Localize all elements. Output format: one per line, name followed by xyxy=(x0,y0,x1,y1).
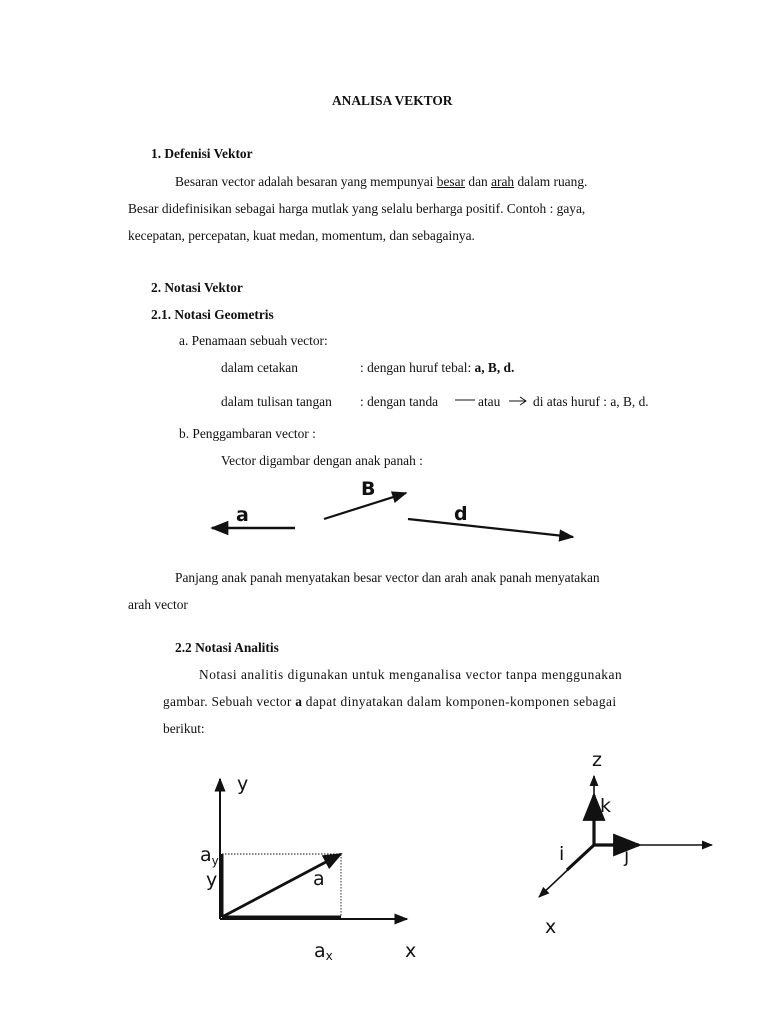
x-axis-3d-label: x xyxy=(545,916,557,938)
tulisan-label: dalam tulisan tangan xyxy=(221,394,332,409)
unit-i-arrow xyxy=(567,845,594,870)
text-run: : dengan huruf tebal: xyxy=(360,360,475,375)
section-2-2-heading: 2.2 Notasi Analitis xyxy=(175,640,279,655)
section-1-heading: 1. Defenisi Vektor xyxy=(151,146,253,161)
z-axis-label: z xyxy=(592,749,602,771)
text-run: dapat dinyatakan dalam komponen-komponen sebagai xyxy=(301,694,617,709)
section-2-2-line-3: berikut: xyxy=(163,721,205,736)
tulisan-value-b: atau xyxy=(478,394,501,409)
y-component-label: y xyxy=(206,869,218,891)
unit-j-label: j xyxy=(624,845,630,867)
bold-vector-a: a xyxy=(295,694,302,709)
text-run: dan xyxy=(465,174,492,189)
text-run: Notasi analitis digunakan untuk menganalisa vector tanpa menggunakan xyxy=(199,667,623,682)
section-2-heading: 2. Notasi Vektor xyxy=(151,280,243,295)
vector-B-label: B xyxy=(361,478,376,500)
vector-a-label: a xyxy=(236,504,249,526)
ax-label xyxy=(314,940,333,963)
vector-d-arrow xyxy=(408,519,573,537)
section-1-line-2: Besar didefinisikan sebagai harga mutlak yang selalu berharga positif. Contoh : gaya, xyxy=(128,201,586,216)
y-axis-label: y xyxy=(237,773,249,795)
underlined-besar: besar xyxy=(436,174,466,189)
section-2-1-heading: 2.1. Notasi Geometris xyxy=(151,307,274,322)
text-run: dalam ruang. xyxy=(514,174,588,189)
item-b: b. Penggambaran vector : xyxy=(179,426,316,441)
arrow-notation-icon xyxy=(509,397,526,405)
page-title: ANALISA VEKTOR xyxy=(332,93,453,108)
tulisan-value-a: : dengan tanda xyxy=(360,394,439,409)
section-1-line-3: kecepatan, percepatan, kuat medan, momentum, dan sebagainya. xyxy=(128,228,475,243)
text-run: Besaran vector adalah besaran yang mempunyai xyxy=(175,174,437,189)
ay-sub: y xyxy=(211,854,219,868)
panjang-line-2: arah vector xyxy=(128,597,188,612)
vector-d-label: d xyxy=(454,503,468,525)
panjang-line-1: Panjang anak panah menyatakan besar vector dan arah anak panah menyatakan xyxy=(175,570,600,585)
ay-label xyxy=(200,844,219,868)
unit-i-label: i xyxy=(559,843,565,865)
item-a: a. Penamaan sebuah vector: xyxy=(179,333,328,348)
tulisan-value-c: di atas huruf : a, B, d. xyxy=(533,394,649,409)
underlined-arah: arah xyxy=(491,174,515,189)
unit-k-label: k xyxy=(600,795,612,817)
vector-a-2d-label: a xyxy=(313,868,325,890)
cetakan-label: dalam cetakan xyxy=(221,360,298,375)
text-run: gambar. Sebuah vector xyxy=(163,694,296,709)
ay-main: a xyxy=(200,844,212,866)
ax-sub: x xyxy=(325,949,333,963)
ax-main: a xyxy=(314,940,326,962)
x-axis-label: x xyxy=(405,940,417,962)
item-b-desc: Vector digambar dengan anak panah : xyxy=(221,453,423,468)
bold-examples: a, B, d. xyxy=(474,360,515,375)
